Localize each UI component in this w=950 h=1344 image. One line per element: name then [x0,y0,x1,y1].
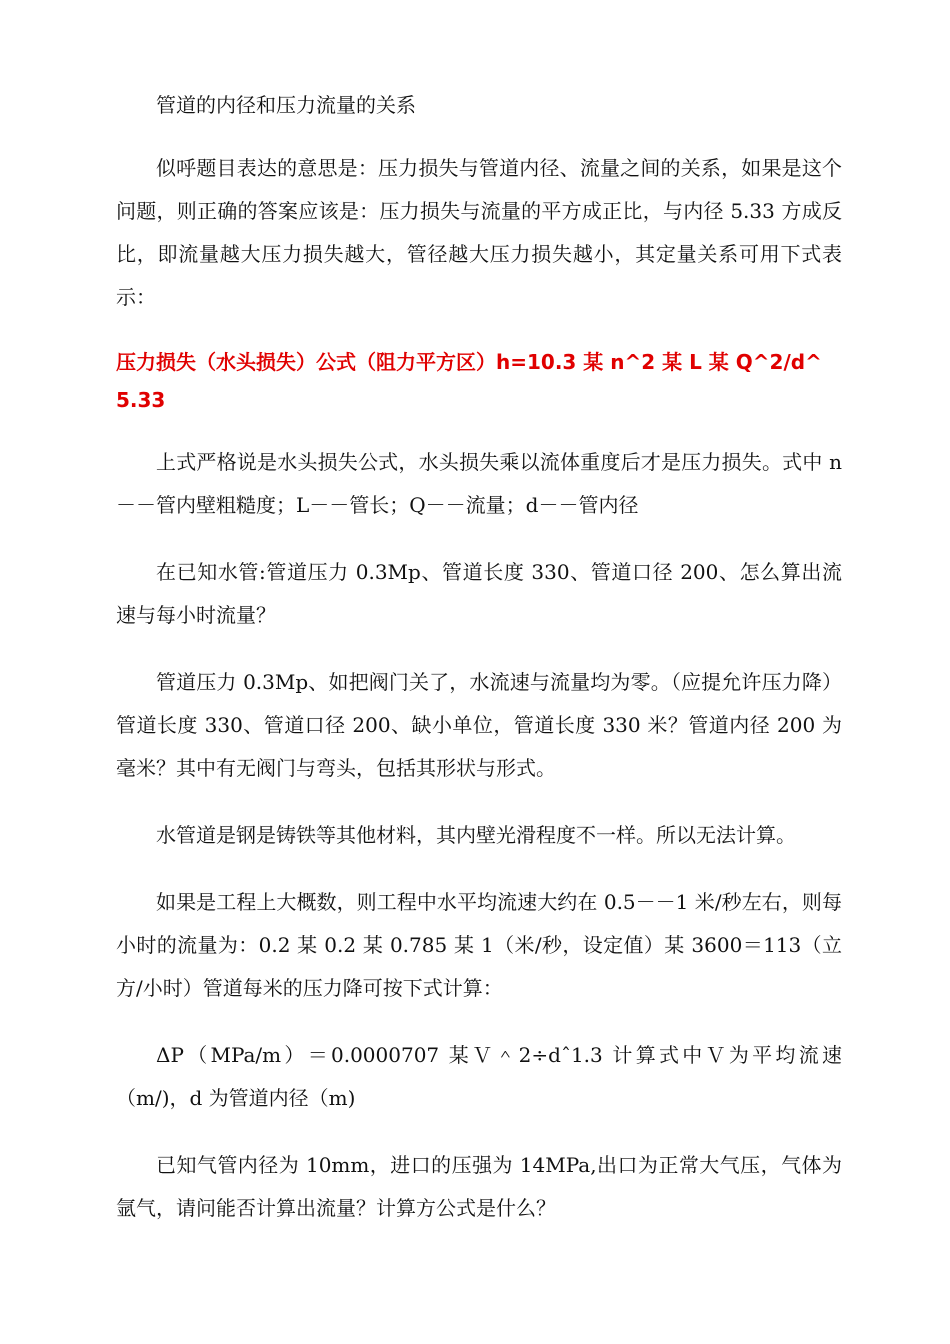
paragraph-engineering-estimate: 如果是工程上大概数，则工程中水平均流速大约在 0.5－－1 米/秒左右，则每小时的流量为：0.2 某 0.2 某 0.785 某 1（米/秒，设定值）某 3600＝113（立方/小时）管道每米的压力降可按下式计算： [116,890,842,1000]
formula-heading: 压力损失（水头损失）公式（阻力平方区）h=10.3 某 n^2 某 L 某 Q^2/d^5.33 [116,350,822,412]
document-body [116,84,842,1230]
paragraph-question: 在已知水管:管道压力 0.3Mp、管道长度 330、管道口径 200、怎么算出流速与每小时流量？ [116,560,842,627]
paragraph-pressure-drop-formula: ΔP（MPa/m）＝0.0000707 某Ｖ＾2÷dˆ1.3 计算式中Ｖ为平均流速（m/)，d 为管道内径（m) [116,1043,842,1110]
paragraph-gas-question: 已知气管内径为 10mm，进口的压强为 14MPa,出口为正常大气压，气体为氩气，请问能否计算出流量？计算方公式是什么？ [116,1153,842,1220]
paragraph-material: 水管道是钢是铸铁等其他材料，其内壁光滑程度不一样。所以无法计算。 [156,823,796,847]
paragraph-formula-explanation: 上式严格说是水头损失公式，水头损失乘以流体重度后才是压力损失。式中 n－－管内壁粗糙度；L－－管长；Q－－流量；d－－管内径 [116,450,842,517]
paragraph-answer-units: 管道压力 0.3Mp、如把阀门关了，水流速与流量均为零。（应提允许压力降）管道长度 330、管道口径 200、缺小单位，管道长度 330 米？管道内径 200 为毫米？其中有无阀门与弯头，包括其形状与形式。 [116,670,842,780]
document-title: 管道的内径和压力流量的关系 [156,93,416,117]
paragraph-intro: 似呼题目表达的意思是：压力损失与管道内径、流量之间的关系，如果是这个问题，则正确的答案应该是：压力损失与流量的平方成正比，与内径 5.33 方成反比，即流量越大压力损失越大，管径越大压力损失越小，其定量关系可用下式表示： [116,156,842,309]
